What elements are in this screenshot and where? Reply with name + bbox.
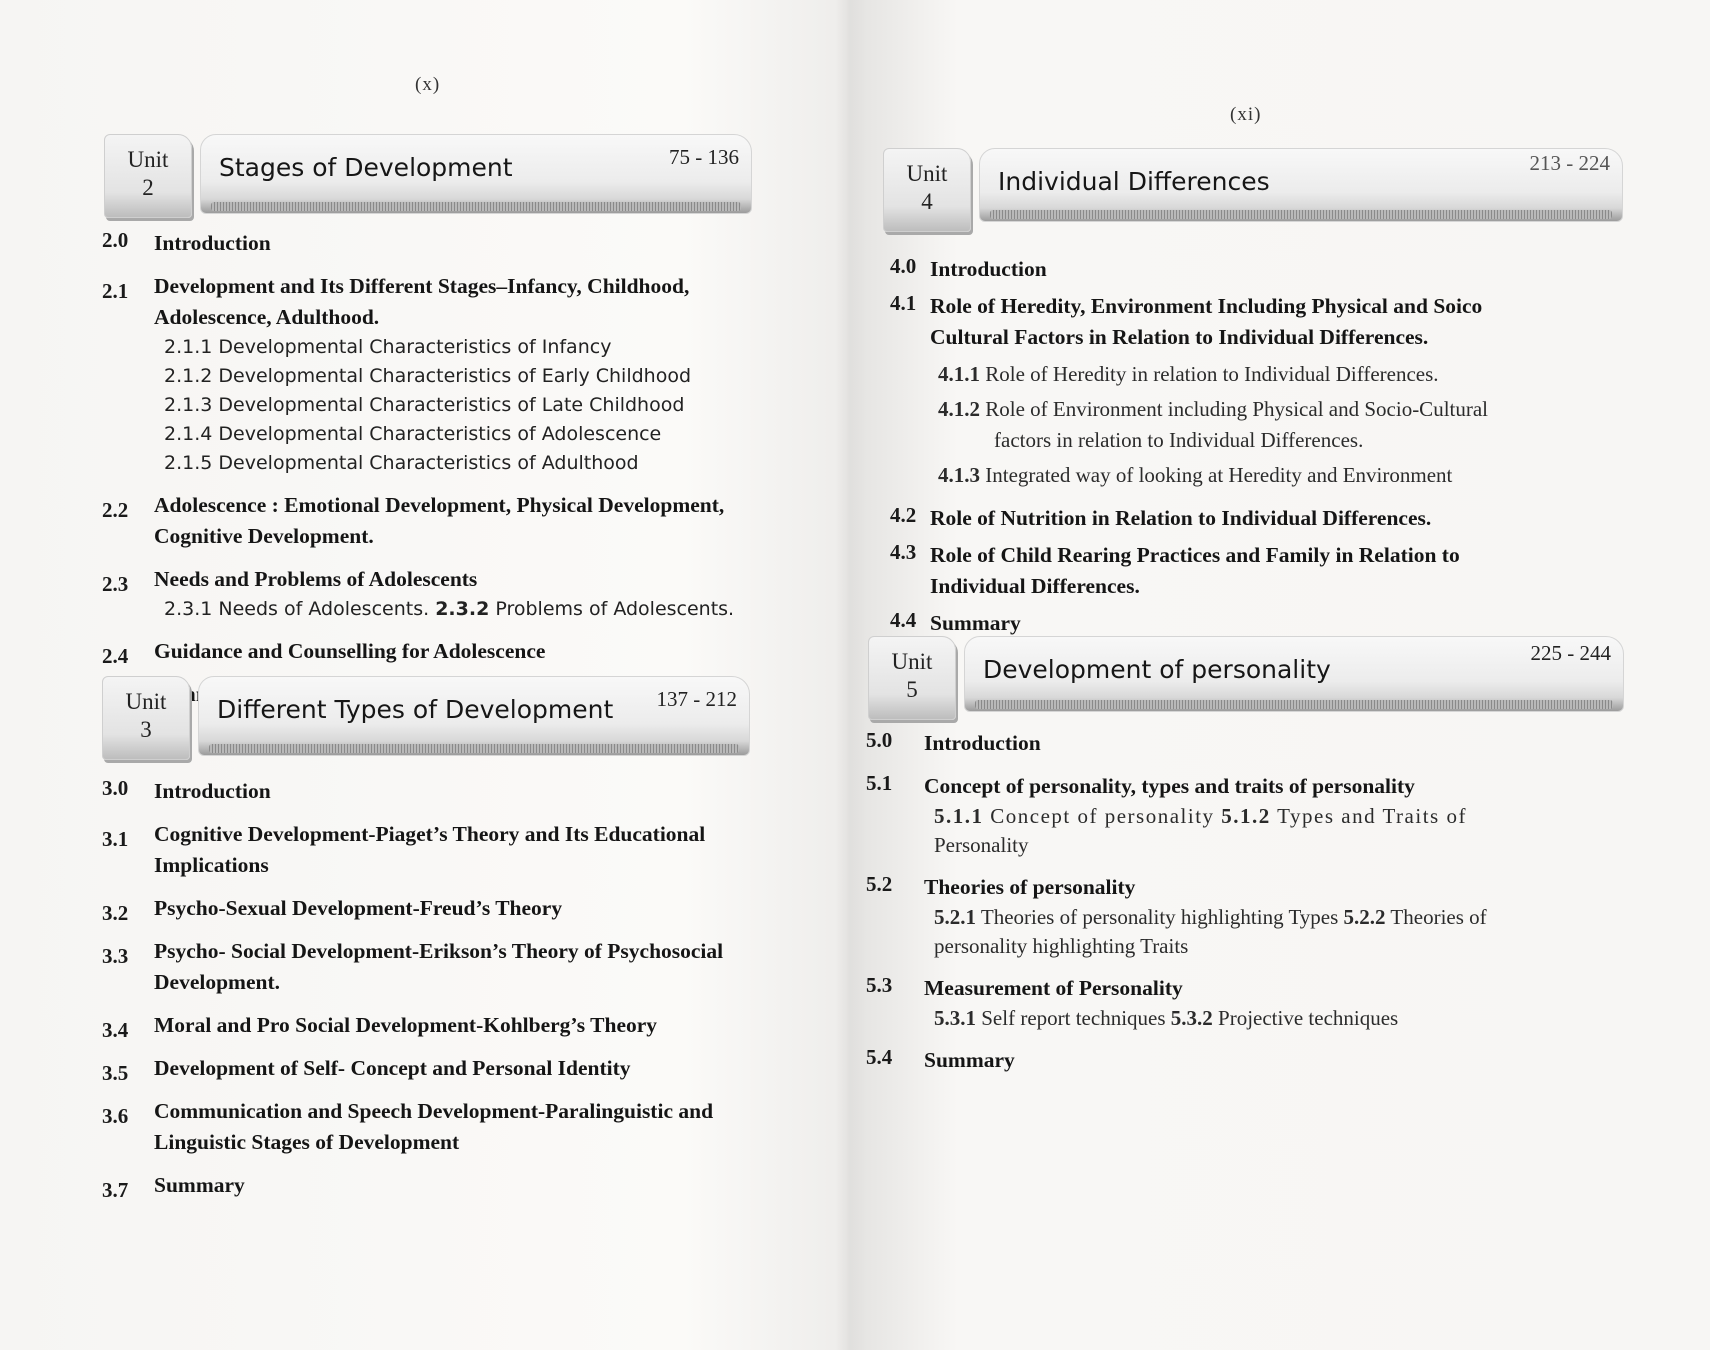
sub-number: 5.2.1: [934, 905, 976, 929]
toc-entry[interactable]: [102, 1096, 762, 1158]
entry-number: 3.4: [102, 1018, 129, 1042]
unit-title: Individual Differences: [998, 167, 1270, 196]
sub-number: 4.1.1: [938, 362, 980, 386]
entry-title-line: Implications: [154, 853, 269, 877]
unit-number: 4: [921, 189, 933, 214]
sub-text: Types and Traits of: [1277, 804, 1467, 828]
sub-entries: [866, 1004, 1666, 1033]
entry-title: Role of Nutrition in Relation to Individual Differences.: [930, 506, 1432, 530]
sub-number: 2.3.1: [164, 598, 213, 620]
sub-number: 4.1.2: [938, 397, 980, 421]
sub-text: Integrated way of looking at Heredity and Environment: [985, 463, 1453, 487]
right-page: [850, 0, 1710, 1350]
entry-number: 5.3: [866, 973, 893, 997]
sub-text: Developmental Characteristics of Infancy: [218, 336, 612, 358]
toc-entry[interactable]: [866, 728, 1666, 759]
sub-entries: [890, 359, 1670, 491]
unit-title-bar: [198, 676, 750, 756]
entry-number: 2.3: [102, 572, 129, 596]
sub-entries: [102, 595, 762, 624]
sub-entry[interactable]: [938, 359, 1670, 390]
unit-badge: [868, 636, 956, 720]
unit-3-contents: [102, 776, 762, 1213]
entry-number: 4.0: [890, 254, 917, 278]
unit-title: Development of personality: [983, 655, 1331, 684]
entry-title: [890, 291, 1670, 353]
unit-2-header: [104, 134, 754, 220]
sub-number: 2.1.5: [164, 452, 213, 474]
entry-title: [102, 271, 762, 333]
sub-entry[interactable]: [164, 420, 762, 449]
sub-entry[interactable]: [934, 1004, 1666, 1033]
unit-label: Unit: [891, 649, 933, 674]
entry-title-line: Development and Its Different Stages–Infancy, Childhood,: [154, 274, 690, 298]
sub-number: 4.1.3: [938, 463, 980, 487]
entry-number: 5.2: [866, 872, 893, 896]
sub-entries: [866, 903, 1666, 961]
entry-title: Development of Self- Concept and Personal Identity: [154, 1056, 631, 1080]
unit-2-contents: [102, 228, 762, 722]
sub-entry[interactable]: [938, 394, 1670, 425]
sub-text: Developmental Characteristics of Early Childhood: [218, 365, 692, 387]
entry-title-line: Role of Child Rearing Practices and Family in Relation to: [930, 543, 1460, 567]
toc-entry[interactable]: [866, 872, 1666, 961]
sub-entries: [866, 802, 1666, 860]
entry-title: Introduction: [930, 257, 1047, 281]
toc-entry[interactable]: [866, 1045, 1666, 1076]
entry-title-line: Role of Heredity, Environment Including Physical and Soico: [930, 294, 1483, 318]
unit-page-range: 75 - 136: [669, 145, 739, 169]
sub-text: Role of Heredity in relation to Individual Differences.: [985, 362, 1439, 386]
unit-page-range: 225 - 244: [1530, 641, 1611, 665]
entry-title-line: Cognitive Development.: [154, 524, 374, 548]
entry-title: Summary: [154, 1173, 245, 1197]
entry-title: [102, 490, 762, 552]
unit-title-bar: [964, 636, 1624, 712]
sub-number: 2.1.1: [164, 336, 213, 358]
sub-text: Projective techniques: [1218, 1006, 1399, 1030]
sub-text: factors in relation to Individual Differences.: [994, 428, 1364, 452]
entry-title-line: Psycho- Social Development-Erikson’s Theory of Psychosocial: [154, 939, 724, 963]
entry-number: 4.3: [890, 540, 917, 564]
bar-stripe: [211, 202, 741, 211]
entry-number: 5.4: [866, 1045, 893, 1069]
sub-text: Theories of: [1390, 905, 1487, 929]
toc-entry[interactable]: [102, 271, 762, 478]
sub-entry[interactable]: [164, 333, 762, 362]
entry-number: 2.0: [102, 228, 129, 252]
entry-number: 3.6: [102, 1104, 129, 1128]
entry-title: Introduction: [154, 231, 271, 255]
entry-title-line: Development.: [154, 970, 280, 994]
entry-number: 5.0: [866, 728, 893, 752]
unit-badge: [883, 148, 971, 232]
entry-number: 2.2: [102, 498, 129, 522]
entry-title: Measurement of Personality: [924, 976, 1183, 1000]
toc-entry[interactable]: [102, 1010, 762, 1041]
entry-title: Summary: [930, 611, 1021, 635]
sub-text: Developmental Characteristics of Late Childhood: [218, 394, 685, 416]
entry-title-line: Adolescence : Emotional Development, Physical Development,: [154, 493, 725, 517]
entry-title: Introduction: [924, 731, 1041, 755]
unit-3-header: [102, 676, 752, 762]
entry-number: 4.1: [890, 291, 917, 315]
entry-number: 4.4: [890, 608, 917, 632]
unit-title: Different Types of Development: [217, 695, 614, 724]
sub-text: Needs of Adolescents.: [218, 598, 430, 620]
toc-entry[interactable]: [890, 608, 1670, 639]
entry-number: 2.1: [102, 279, 129, 303]
toc-entry[interactable]: [890, 540, 1670, 602]
unit-title-bar: [200, 134, 752, 214]
page-number: (x): [415, 74, 441, 95]
sub-number: 5.3.1: [934, 1006, 976, 1030]
toc-entry[interactable]: [866, 973, 1666, 1033]
entry-number: 3.2: [102, 901, 129, 925]
unit-5-contents: [866, 728, 1666, 1088]
sub-text: personality highlighting Traits: [934, 934, 1189, 958]
sub-entry[interactable]: [938, 460, 1670, 491]
toc-entry[interactable]: [102, 636, 762, 667]
sub-text: Theories of personality highlighting Types: [980, 905, 1339, 929]
sub-entry[interactable]: [934, 903, 1666, 932]
unit-number: 5: [906, 677, 918, 702]
sub-entry[interactable]: [934, 802, 1666, 831]
sub-text: Problems of Adolescents.: [495, 598, 735, 620]
unit-label: Unit: [125, 689, 167, 714]
unit-label: Unit: [127, 147, 169, 172]
entry-title: [102, 819, 762, 881]
toc-entry[interactable]: [102, 776, 762, 807]
entry-title-line: Adolescence, Adulthood.: [154, 305, 380, 329]
sub-number: 5.3.2: [1170, 1006, 1213, 1030]
unit-badge: [104, 134, 192, 218]
sub-number: 2.1.4: [164, 423, 213, 445]
entry-title-line: Communication and Speech Development-Paralinguistic and: [154, 1099, 714, 1123]
entry-number: 5.1: [866, 771, 893, 795]
sub-text: Role of Environment including Physical and Socio-Cultural: [985, 397, 1489, 421]
sub-number: 2.1.2: [164, 365, 213, 387]
sub-entry[interactable]: [164, 391, 762, 420]
sub-entries: [102, 333, 762, 478]
toc-entry[interactable]: [102, 936, 762, 998]
sub-text: Developmental Characteristics of Adolescence: [218, 423, 662, 445]
entry-title-line: Individual Differences.: [930, 574, 1140, 598]
toc-entry[interactable]: [102, 490, 762, 552]
entry-title-line: Cognitive Development-Piaget’s Theory and Its Educational: [154, 822, 706, 846]
toc-entry[interactable]: [102, 1170, 762, 1201]
sub-number: 5.1.1: [934, 804, 984, 828]
sub-entry[interactable]: [164, 449, 762, 478]
toc-entry[interactable]: [102, 228, 762, 259]
entry-title: Psycho-Sexual Development-Freud’s Theory: [154, 896, 563, 920]
sub-text: Personality: [934, 833, 1029, 857]
left-page: [0, 0, 850, 1350]
toc-entry[interactable]: [866, 771, 1666, 860]
unit-5-header: [868, 636, 1623, 722]
toc-entry[interactable]: [102, 1053, 762, 1084]
entry-title: [102, 1096, 762, 1158]
unit-number: 2: [142, 175, 154, 200]
page-number: (xi): [1230, 104, 1262, 125]
entry-title: Summary: [924, 1048, 1015, 1072]
entry-title-line: Cultural Factors in Relation to Individual Differences.: [930, 325, 1429, 349]
sub-number: 2.3.2: [435, 598, 490, 620]
sub-text: Self report techniques: [981, 1006, 1166, 1030]
entry-title: Concept of personality, types and traits of personality: [924, 774, 1415, 798]
entry-title: Theories of personality: [924, 875, 1136, 899]
toc-entry[interactable]: [102, 893, 762, 924]
entry-number: 3.5: [102, 1061, 129, 1085]
bar-stripe: [975, 700, 1613, 709]
entry-number: 2.4: [102, 644, 129, 668]
entry-number: 3.7: [102, 1178, 129, 1202]
toc-entry[interactable]: [890, 254, 1670, 285]
entry-number: 4.2: [890, 503, 917, 527]
toc-entry[interactable]: [102, 564, 762, 624]
sub-entry[interactable]: [164, 362, 762, 391]
sub-number: 5.2.2: [1343, 905, 1386, 929]
entry-title: [890, 540, 1670, 602]
sub-text: Developmental Characteristics of Adulthood: [218, 452, 639, 474]
entry-number: 3.1: [102, 827, 129, 851]
unit-label: Unit: [906, 161, 948, 186]
sub-text: Concept of personality: [990, 804, 1215, 828]
entry-title: Moral and Pro Social Development-Kohlberg’s Theory: [154, 1013, 658, 1037]
unit-number: 3: [140, 717, 152, 742]
entry-title-line: Linguistic Stages of Development: [154, 1130, 460, 1154]
sub-number: 5.1.2: [1221, 804, 1271, 828]
sub-number: 2.1.3: [164, 394, 213, 416]
unit-page-range: 213 - 224: [1529, 151, 1610, 175]
unit-title-bar: [979, 148, 1623, 222]
toc-entry[interactable]: [890, 291, 1670, 491]
bar-stripe: [209, 744, 739, 753]
sub-entry[interactable]: [164, 595, 762, 624]
entry-number: 3.0: [102, 776, 129, 800]
entry-title: [102, 936, 762, 998]
unit-badge: [102, 676, 190, 760]
entry-number: 3.3: [102, 944, 129, 968]
entry-title: Needs and Problems of Adolescents: [154, 567, 478, 591]
unit-4-contents: [890, 254, 1670, 651]
entry-title: Introduction: [154, 779, 271, 803]
bar-stripe: [990, 210, 1612, 219]
toc-entry[interactable]: [890, 503, 1670, 534]
unit-title: Stages of Development: [219, 153, 513, 182]
entry-title: Guidance and Counselling for Adolescence: [154, 639, 546, 663]
unit-page-range: 137 - 212: [656, 687, 737, 711]
unit-4-header: [883, 148, 1623, 234]
toc-entry[interactable]: [102, 819, 762, 881]
